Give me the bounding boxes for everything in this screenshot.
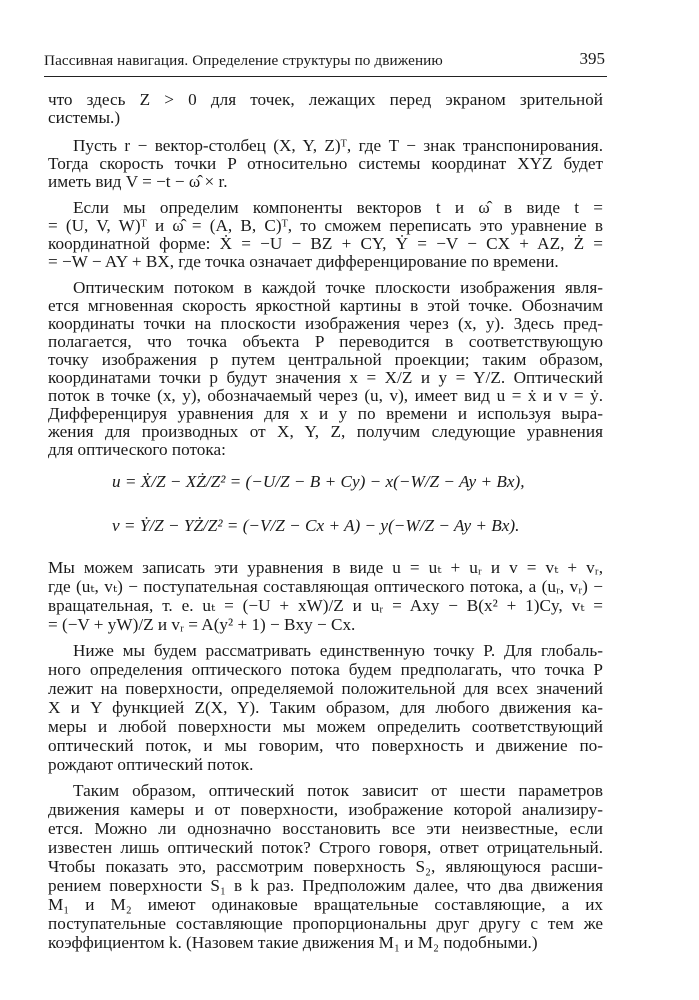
text-line: оптический поток, и мы говорим, что поверхность и движение по- — [48, 736, 603, 755]
text-line: лежит на поверхности, определяемой положительной для всех значений — [48, 679, 603, 698]
text-line: = (−V + yW)/Z и vᵣ = A(y² + 1) − Bxy − Cx. — [48, 615, 356, 634]
text-line: поток в точке (x, y), обозначаемый через (u, v), имеет вид u = ẋ и v = ẏ. — [48, 386, 603, 405]
text-line: полагается, что точка объекта P переводится в соответствующую — [48, 332, 603, 351]
text-line: Пусть r − вектор-столбец (X, Y, Z)ᵀ, где T − знак транспонирования. — [73, 136, 603, 155]
text-line: Тогда скорость точки P относительно системы координат XYZ будет — [48, 154, 603, 173]
running-head: Пассивная навигация. Определение структуры по движению — [44, 52, 443, 69]
text-line: рождают оптический поток. — [48, 755, 254, 774]
text-line: координатной форме: Ẋ = −U − BZ + CY, Ẏ = −V − CX + AZ, Ż = — [48, 234, 603, 253]
text-line: Таким образом, оптический поток зависит от шести параметров — [73, 781, 603, 800]
text-line: = −W − AY + BX, где точка означает дифференцирование по времени. — [48, 252, 559, 271]
text-line: рением поверхности S₁ в k раз. Предположим далее, что два движения — [48, 876, 603, 895]
text-line: Мы можем записать эти уравнения в виде u = uₜ + uᵣ и v = vₜ + vᵣ, — [48, 558, 603, 577]
text-line: Оптическим потоком в каждой точке плоскости изображения явля- — [73, 278, 603, 297]
text-line: Ниже мы будем рассматривать единственную точку P. Для глобаль- — [73, 641, 603, 660]
text-line: системы.) — [48, 108, 121, 127]
text-line: точку изображения p путем центральной проекции; таким образом, — [48, 350, 603, 369]
text-line: = (U, V, W)ᵀ и ω̂ = (A, B, C)ᵀ, то сможем переписать это уравнение в — [48, 216, 603, 235]
text-line: коэффициентом k. (Назовем такие движения M₁ и M₂ подобными.) — [48, 933, 538, 952]
text-line: известен лишь оптический поток? Строго говоря, ответ отрицательный. — [48, 838, 603, 857]
text-line: Если мы определим компоненты векторов t и ω̂ в виде t = — [73, 198, 603, 217]
text-line: ется мгновенная скорость яркостной картины в этой точке. Обозначим — [48, 296, 603, 315]
page-number: 395 — [579, 49, 605, 68]
text-line: где (uₜ, vₜ) − поступательная составляющая оптического потока, а (uᵣ, vᵣ) − — [48, 577, 603, 596]
text-line: жения для производных от X, Y, Z, получим следующие уравнения — [48, 422, 603, 441]
equation-row: v = Ẏ/Z − YŻ/Z² = (−V/Z − Cx + A) − y(−W/Z − Ay + Bx). — [112, 516, 520, 535]
text-line: M₁ и M₂ имеют одинаковые вращательные составляющие, а их — [48, 895, 603, 914]
header-rule — [44, 76, 607, 77]
text-line: для оптического потока: — [48, 440, 226, 459]
text-line: движения камеры и от поверхности, изображение которой анализиру- — [48, 800, 603, 819]
text-line: Чтобы показать это, рассмотрим поверхность S₂, являющуюся расши- — [48, 857, 603, 876]
equation-row: u = Ẋ/Z − XŻ/Z² = (−U/Z − B + Cy) − x(−W/Z − Ay + Bx), — [112, 472, 525, 491]
text-line: координатами точки p будут значения x = X/Z и y = Y/Z. Оптический — [48, 368, 603, 387]
text-line: что здесь Z > 0 для точек, лежащих перед экраном зрительной — [48, 90, 603, 109]
text-line: ного определения оптического потока будем предполагать, что точка P — [48, 660, 603, 679]
text-line: Дифференцируя уравнения для x и y по времени и используя выра- — [48, 404, 603, 423]
text-line: ется. Можно ли однозначно восстановить все эти неизвестные, если — [48, 819, 603, 838]
text-line: X и Y функцией Z(X, Y). Таким образом, для любого движения ка- — [48, 698, 603, 717]
text-line: поступательные составляющие пропорциональны друг другу с тем же — [48, 914, 603, 933]
text-line: вращательная, т. е. uₜ = (−U + xW)/Z и uᵣ = Axy − B(x² + 1)Cy, vₜ = — [48, 596, 603, 615]
text-line: координаты точки на плоскости изображения через (x, y). Здесь пред- — [48, 314, 603, 333]
text-line: меры и любой поверхности мы можем определить соответствующий — [48, 717, 603, 736]
text-line: иметь вид V = −t − ω̂ × r. — [48, 172, 228, 191]
